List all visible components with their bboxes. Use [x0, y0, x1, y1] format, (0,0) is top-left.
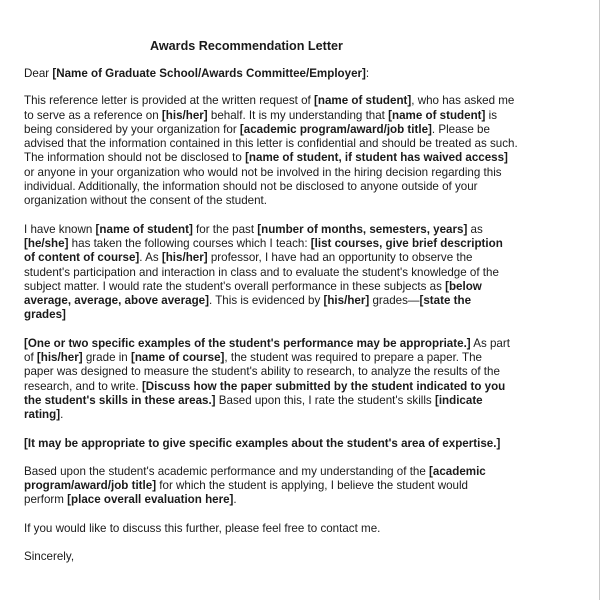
body-text: . As [139, 251, 162, 265]
body-text: organization without the consent of the student. [24, 194, 267, 208]
closing: Sincerely, [24, 550, 75, 564]
letter-paragraphs [24, 94, 584, 536]
text-line [24, 280, 584, 294]
text-line [24, 166, 584, 180]
placeholder-text: [indicate [434, 393, 483, 407]
paragraph [24, 337, 584, 423]
body-text: . [233, 493, 237, 507]
body-text: , the student was required to prepare a paper. The [224, 351, 482, 365]
text-line [24, 408, 584, 422]
placeholder-text: the student's skills in these areas.] [24, 393, 216, 407]
placeholder-text: [below [445, 279, 482, 293]
body-text: . Please be [431, 122, 490, 136]
text-line [24, 137, 584, 151]
placeholder-text: [list courses, give brief description [310, 236, 503, 250]
placeholder-text: [his/her] [161, 251, 208, 265]
body-text: Based upon the student's academic performance and my understanding of the [24, 464, 430, 478]
body-text: I have known [24, 222, 96, 236]
text-line [24, 394, 584, 408]
body-text: grades— [369, 294, 420, 308]
body-text: , who has asked me [411, 94, 515, 108]
text-line [24, 308, 584, 322]
body-text: professor, I have had an opportunity to observe the [207, 251, 473, 265]
placeholder-text: [he/she] [24, 236, 69, 250]
placeholder-text: program/award/job title] [24, 479, 157, 493]
text-line [24, 351, 584, 365]
placeholder-text: [name of student] [95, 222, 193, 236]
body-text: paper was designed to measure the student's ability to research, to analyze the results of the [24, 365, 500, 379]
text-line [24, 493, 584, 507]
letter-body [24, 39, 584, 564]
body-text: for which the student is applying, I believe the student would [156, 479, 468, 493]
text-line [24, 223, 584, 237]
placeholder-text: [name of student] [388, 108, 486, 122]
paragraph [24, 465, 584, 508]
placeholder-text: [One or two specific examples of the student's performance may be appropriate.] [24, 336, 471, 350]
salutation [24, 67, 584, 81]
salutation-prefix: Dear [24, 67, 53, 80]
placeholder-text: [number of months, semesters, years] [257, 222, 468, 236]
body-text: This reference letter is provided at the written request of [24, 94, 314, 108]
text-line [24, 94, 584, 108]
body-text: Based upon this, I rate the student's skills [215, 393, 435, 407]
text-line [24, 180, 584, 194]
body-text: for the past [192, 222, 258, 236]
text-line [24, 437, 584, 451]
body-text: behalf. It is my understanding that [207, 108, 389, 122]
placeholder-text: [name of student] [314, 94, 412, 108]
placeholder-text: grades] [24, 308, 66, 322]
placeholder-text: of content of course] [24, 251, 140, 265]
text-line [24, 251, 584, 265]
body-text: has taken the following courses which I teach: [68, 236, 311, 250]
placeholder-text: [his/her] [323, 294, 370, 308]
text-line [24, 465, 584, 479]
salutation-suffix: : [365, 67, 370, 80]
text-line [24, 380, 584, 394]
text-line [24, 479, 584, 493]
paragraph [24, 94, 584, 208]
placeholder-text: [place overall evaluation here] [67, 493, 234, 507]
paragraph [24, 437, 584, 451]
body-text: research, and to write. [24, 379, 142, 393]
body-text: is [485, 108, 497, 122]
body-text: or anyone in your organization who would not be involved in the hiring decision regarding this [24, 165, 502, 179]
placeholder-text: [his/her] [36, 351, 83, 365]
body-text: subject matter. I would rate the student's overall performance in these subjects as [24, 279, 446, 293]
text-line [24, 237, 584, 251]
text-line [24, 123, 584, 137]
placeholder-text: [his/her] [161, 108, 208, 122]
body-text: as [467, 222, 483, 236]
text-line [24, 266, 584, 280]
placeholder-text: rating] [24, 408, 61, 422]
placeholder-text: [name of student, if student has waived access] [245, 151, 508, 165]
text-line [24, 365, 584, 379]
paragraph [24, 223, 584, 323]
body-text: perform [24, 493, 68, 507]
placeholder-text: [state the [419, 294, 472, 308]
placeholder-text: [academic [429, 464, 486, 478]
body-text: advised that the information contained in this letter is confidential and should be treated as such. [24, 137, 518, 151]
body-text: . This is evidenced by [208, 294, 324, 308]
body-text: of [24, 351, 37, 365]
placeholder-text: [academic program/award/job title] [239, 122, 432, 136]
body-text: being considered by your organization for [24, 122, 240, 136]
body-text: If you would like to discuss this further, please feel free to contact me. [24, 521, 381, 535]
text-line [24, 522, 584, 536]
body-text: to serve as a reference on [24, 108, 162, 122]
body-text: . [60, 408, 64, 422]
text-line [24, 109, 584, 123]
body-text: individual. Additionally, the information should not be disclosed to anyone outside of your [24, 180, 478, 194]
letter-title: Awards Recommendation Letter [150, 39, 343, 53]
text-line [24, 194, 584, 208]
placeholder-text: [name of course] [130, 351, 225, 365]
text-line [24, 337, 584, 351]
body-text: As part [470, 336, 510, 350]
body-text: The information should not be disclosed to [24, 151, 246, 165]
body-text: student's participation and interaction in class and to evaluate the student's knowledge of the [24, 265, 499, 279]
paragraph [24, 522, 584, 536]
placeholder-text: average, average, above average] [24, 294, 209, 308]
placeholder-text: [Discuss how the paper submitted by the student indicated to you [141, 379, 506, 393]
text-line [24, 294, 584, 308]
placeholder-text: [It may be appropriate to give specific examples about the student's area of expertise.] [24, 436, 501, 450]
body-text: grade in [82, 351, 131, 365]
salutation-recipient: [Name of Graduate School/Awards Committee/Employer] [52, 67, 366, 80]
text-line [24, 151, 584, 165]
